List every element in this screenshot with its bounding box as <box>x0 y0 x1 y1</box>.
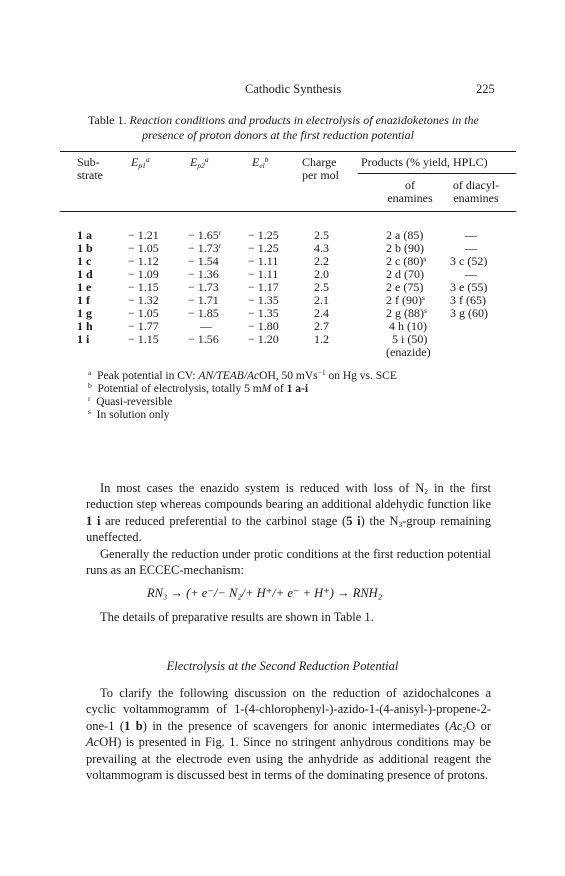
cell-enamine: 2 c $(80)^s$ <box>386 254 427 268</box>
cell-ep2: − 1.85 <box>188 306 219 320</box>
cell-charge: 2.4 <box>314 306 329 320</box>
cell-ep2: − 1.54 <box>188 254 219 268</box>
cell-eel: − 1.35 <box>248 306 279 320</box>
cell-enamine: 4 h (10) <box>389 319 427 333</box>
cell-substrate: 1 f <box>77 293 90 307</box>
cell-eel: − 1.25 <box>248 228 279 242</box>
header-eel: $E_{el}^b$ <box>252 155 269 170</box>
cell-ep2: − 1.56 <box>188 332 219 346</box>
cell-eel: − 1.17 <box>248 280 279 294</box>
running-title: Cathodic Synthesis <box>245 82 342 96</box>
cell-enamine: 2 g $(88)^s$ <box>386 306 427 320</box>
cell-diacyl: — <box>465 267 477 281</box>
cell-charge: 2.0 <box>314 267 329 281</box>
header-ep2: $E_{p2}^a$ <box>190 155 209 170</box>
cell-ep1: − 1.15 <box>128 280 159 294</box>
cell-ep1: − 1.21 <box>128 228 159 242</box>
mechanism-equation: RN₃ → (+ e⁻/− N₂/+ H⁺/+ e⁻ + H⁺) → RNH₂ <box>147 586 383 600</box>
page-number: 225 <box>476 82 495 96</box>
cell-ep1: − 1.05 <box>128 306 159 320</box>
footnote-a: $^a$ Peak potential in CV: AN/TEAB/AcOH, 50 mVs$^{-1}$ on Hg vs. SCE <box>88 368 397 382</box>
cell-ep2: — <box>200 319 212 333</box>
paragraph-1: In most cases the enazido system is reduced with loss of $N_2$ in the first reduction step whereas compounds bearing an additional aldehydic function like 1 i are reduced preferential to the carbinol stage (5 i) the $N_3$-group remaining uneffected. <box>86 481 491 545</box>
cell-diacyl: 3 g (60) <box>450 306 488 320</box>
caption-line-1: Reaction conditions and products in electrolysis of enazidoketones in the <box>129 113 479 127</box>
cell-eel: − 1.11 <box>248 254 279 268</box>
cell-ep1: − 1.32 <box>128 293 159 307</box>
cell-charge: 2.5 <box>314 280 329 294</box>
cell-diacyl: 3 c (52) <box>450 254 488 268</box>
cell-enamine: 2 e (75) <box>386 280 424 294</box>
header-substrate: Sub- strate <box>77 155 103 182</box>
cell-eel: − 1.80 <box>248 319 279 333</box>
cell-ep2: − 1.73 <box>188 280 219 294</box>
header-of-enamines: of enamines <box>387 178 433 205</box>
section-title: Electrolysis at the Second Reduction Potential <box>166 659 399 673</box>
cell-ep1: − 1.05 <box>128 241 159 255</box>
cell-charge: 2.5 <box>314 228 329 242</box>
cell-ep1: − 1.09 <box>128 267 159 281</box>
cell-diacyl: 3 e (55) <box>450 280 488 294</box>
cell-enamine: 2 d (70) <box>386 267 424 281</box>
header-ep1: $E_{p1}^a$ <box>131 155 150 170</box>
cell-charge: 4.3 <box>314 241 329 255</box>
cell-ep1: − 1.15 <box>128 332 159 346</box>
products-subrule <box>358 173 516 174</box>
footnote-s: $^s$ In solution only <box>88 407 170 421</box>
cell-enamine: 2 f $(90)^s$ <box>386 293 425 307</box>
cell-substrate: 1 b <box>77 241 93 255</box>
paragraph-2: Generally the reduction under protic conditions at the first reduction potential runs as an ECCEC-mechanism: <box>86 547 491 578</box>
cell-substrate: 1 d <box>77 267 93 281</box>
cell-charge: 2.2 <box>314 254 329 268</box>
cell-charge: 2.1 <box>314 293 329 307</box>
cell-substrate: 1 c <box>77 254 92 268</box>
cell-ep2: − 1.36 <box>188 267 219 281</box>
cell-charge: 2.7 <box>314 319 329 333</box>
paragraph-4: To clarify the following discussion on the reduction of azidochalcones a cyclic voltammogramm of 1-(4-chlorophenyl-)-azido-1-(4-anisyl-)-propene-2-one-1 (1 b) in the presence of scavengers for anonic intermediates ($Ac_2O$ or AcOH) is presented in Fig. 1. Since no stringent anhydrous conditions may be prevailing at the electrode even using the anhydride as additional reagent the voltammogram is discussed best in terms of the dominating presence of protons. <box>86 686 492 783</box>
cell-substrate: 1 i <box>77 332 90 346</box>
table-label: Table 1. <box>88 113 127 127</box>
header-of-diacyl-enamines: of diacyl- enamines <box>452 178 500 205</box>
paragraph-3: The details of preparative results are shown in Table 1. <box>100 610 374 624</box>
cell-diacyl: — <box>465 228 477 242</box>
cell-substrate: 1 e <box>77 280 92 294</box>
footnote-r: $^r$ Quasi-reversible <box>88 394 173 408</box>
table-header-rule <box>60 211 516 212</box>
table-top-rule <box>60 151 516 152</box>
header-charge: Charge per mol <box>302 155 339 182</box>
cell-ep1: − 1.77 <box>128 319 159 333</box>
cell-ep1: − 1.12 <box>128 254 159 268</box>
table-caption <box>88 113 508 143</box>
cell-charge: 1.2 <box>314 332 329 346</box>
header-products: Products (% yield, HPLC) <box>361 155 488 169</box>
footnote-b: $^b$ Potential of electrolysis, totally 5 mM of 1 a-i <box>88 381 309 395</box>
caption-line-2: presence of proton donors at the first reduction potential <box>142 128 414 142</box>
cell-substrate: 1 g <box>77 306 92 320</box>
cell-eel: − 1.20 <box>248 332 279 346</box>
cell-diacyl: 3 f (65) <box>450 293 486 307</box>
cell-eel: − 1.11 <box>248 267 279 281</box>
cell-enamine: 2 b (90) <box>386 241 424 255</box>
cell-eel: − 1.25 <box>248 241 279 255</box>
cell-substrate: 1 a <box>77 228 92 242</box>
cell-extra-note: (enazide) <box>386 345 431 359</box>
cell-substrate: 1 h <box>77 319 93 333</box>
cell-ep2: − $1.73^r$ <box>188 241 222 255</box>
cell-enamine: 2 a (85) <box>386 228 424 242</box>
cell-eel: − 1.35 <box>248 293 279 307</box>
cell-ep2: − 1.71 <box>188 293 219 307</box>
cell-diacyl: — <box>465 241 477 255</box>
cell-enamine: 5 i (50) <box>392 332 428 346</box>
cell-ep2: − $1.65^r$ <box>188 228 222 242</box>
